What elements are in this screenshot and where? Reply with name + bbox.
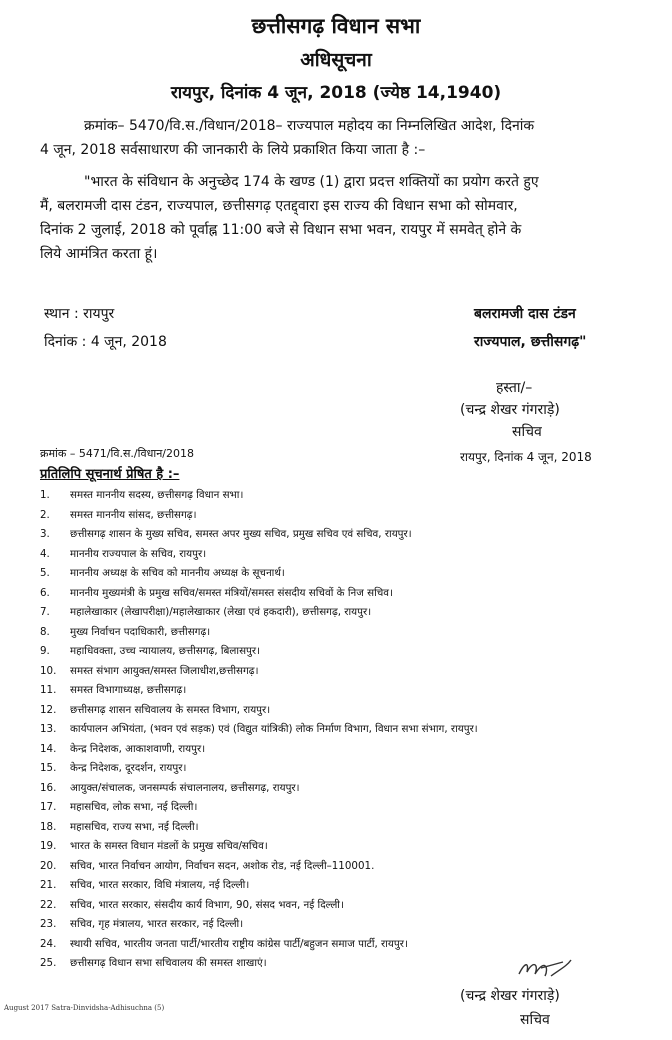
list-item xyxy=(40,623,640,643)
list-item-number: 3. xyxy=(40,528,50,540)
list-item xyxy=(40,642,640,662)
list-item xyxy=(40,837,640,857)
date-label: दिनांक : 4 जून, 2018 xyxy=(44,334,167,350)
list-item-number: 24. xyxy=(40,937,57,950)
final-secretary-name: (चन्द्र शेखर गंगराड़े) xyxy=(460,988,560,1004)
list-item-number: 12. xyxy=(40,703,57,716)
list-item-text: समस्त संभाग आयुक्त/समस्त जिलाधीश,छत्तीसगढ़। xyxy=(70,664,259,677)
copy-order-date: रायपुर, दिनांक 4 जून, 2018 xyxy=(460,450,592,464)
copy-heading: प्रतिलिपि सूचनार्थ प्रेषित है :– xyxy=(40,467,180,482)
list-item-text: सचिव, भारत निर्वाचन आयोग, निर्वाचन सदन, अशोक रोड, नई दिल्ली–110001. xyxy=(70,859,375,872)
list-item-number: 17. xyxy=(40,801,57,813)
list-item xyxy=(40,798,640,818)
list-item-number: 5. xyxy=(40,567,50,579)
list-item-number: 19. xyxy=(40,840,57,852)
list-item xyxy=(40,662,640,682)
list-item-text: केन्द्र निदेशक, दूरदर्शन, रायपुर। xyxy=(70,762,187,774)
list-item-number: 4. xyxy=(40,547,50,560)
footer-note: August 2017 Satra-Dinvidsha-Adhisuchna (5) xyxy=(4,1004,165,1012)
list-item xyxy=(40,876,640,896)
list-item-number: 16. xyxy=(40,781,57,794)
list-item-text: समस्त माननीय सदस्य, छत्तीसगढ़ विधान सभा। xyxy=(70,489,244,501)
list-item-text: माननीय अध्यक्ष के सचिव को माननीय अध्यक्ष के सूचनार्थ। xyxy=(70,567,285,579)
list-item-number: 2. xyxy=(40,508,50,521)
list-item-number: 14. xyxy=(40,742,57,755)
body-line-1: क्रमांक– 5470/वि.स./विधान/2018– राज्यपाल महोदय का निम्नलिखित आदेश, दिनांक xyxy=(84,118,535,134)
list-item-number: 1. xyxy=(40,489,50,501)
list-item-text: स्थायी सचिव, भारतीय जनता पार्टी/भारतीय राष्ट्रीय कांग्रेस पार्टी/बहुजन समाज पार्टी, रायपुर। xyxy=(70,937,408,950)
list-item-text: महालेखाकार (लेखापरीक्षा)/महालेखाकार (लेखा एवं हकदारी), छत्तीसगढ़, रायपुर। xyxy=(70,606,372,618)
list-item-number: 20. xyxy=(40,859,57,872)
list-item-number: 7. xyxy=(40,606,50,618)
list-item-text: महाधिवक्ता, उच्च न्यायालय, छत्तीसगढ़, बिलासपुर। xyxy=(70,645,260,657)
body-line-6: लिये आमंत्रित करता हूं। xyxy=(40,246,158,262)
list-item xyxy=(40,486,640,506)
list-item xyxy=(40,525,640,545)
list-item xyxy=(40,545,640,565)
body-line-4: मैं, बलरामजी दास टंडन, राज्यपाल, छत्तीसगढ़ एतद्द्वारा इस राज्य की विधान सभा को सोमवार, xyxy=(40,198,518,214)
list-item-number: 23. xyxy=(40,918,57,930)
notification-heading: अधिसूचना xyxy=(300,49,372,71)
copy-order-number: क्रमांक – 5471/वि.स./विधान/2018 xyxy=(40,447,195,460)
list-item-text: आयुक्त/संचालक, जनसम्पर्क संचालनालय, छत्तीसगढ़, रायपुर। xyxy=(70,781,300,794)
list-item-text: माननीय राज्यपाल के सचिव, रायपुर। xyxy=(70,547,207,560)
list-item-number: 25. xyxy=(40,957,57,969)
list-item-number: 13. xyxy=(40,723,57,735)
list-item xyxy=(40,935,640,955)
list-item-number: 11. xyxy=(40,684,57,696)
secretary-name: (चन्द्र शेखर गंगराड़े) xyxy=(460,402,560,418)
assembly-title: छत्तीसगढ़ विधान सभा xyxy=(251,14,421,38)
list-item xyxy=(40,740,640,760)
list-item-number: 18. xyxy=(40,820,57,833)
list-item-text: माननीय मुख्यमंत्री के प्रमुख सचिव/समस्त मंत्रियों/समस्त संसदीय सचिवों के निज सचिव। xyxy=(70,586,393,599)
place-label: स्थान : रायपुर xyxy=(44,306,115,322)
list-item-text: मुख्य निर्वाचन पदाधिकारी, छत्तीसगढ़। xyxy=(70,625,211,638)
list-item-number: 21. xyxy=(40,879,57,891)
list-item-text: सचिव, भारत सरकार, संसदीय कार्य विभाग, 90, संसद भवन, नई दिल्ली। xyxy=(70,898,344,911)
list-item-text: भारत के समस्त विधान मंडलों के प्रमुख सचिव/सचिव। xyxy=(70,840,268,852)
body-line-2: 4 जून, 2018 सर्वसाधारण की जानकारी के लिये प्रकाशित किया जाता है :– xyxy=(40,142,426,158)
secretary-title: सचिव xyxy=(512,424,542,440)
list-item xyxy=(40,857,640,877)
list-item-text: सचिव, गृह मंत्रालय, भारत सरकार, नई दिल्ली। xyxy=(70,918,244,930)
list-item-number: 8. xyxy=(40,625,50,638)
list-item-text: कार्यपालन अभियंता, (भवन एवं सड़क) एवं (विद्युत यांत्रिकी) लोक निर्माण विभाग, विधान सभा संभाग, रायपुर। xyxy=(70,723,478,735)
list-item-number: 10. xyxy=(40,664,57,677)
list-item xyxy=(40,603,640,623)
governor-name: बलरामजी दास टंडन xyxy=(474,306,576,322)
governor-title: राज्यपाल, छत्तीसगढ़" xyxy=(474,334,587,350)
list-item xyxy=(40,584,640,604)
list-item xyxy=(40,564,640,584)
list-item xyxy=(40,759,640,779)
recipient-list xyxy=(40,486,640,974)
list-item xyxy=(40,506,640,526)
place-date-heading: रायपुर, दिनांक 4 जून, 2018 (ज्येष्ठ 14,1940) xyxy=(170,83,502,103)
final-secretary-title: सचिव xyxy=(520,1012,550,1028)
list-item-number: 9. xyxy=(40,645,50,657)
list-item-text: छत्तीसगढ़ शासन के मुख्य सचिव, समस्त अपर मुख्य सचिव, प्रमुख सचिव एवं सचिव, रायपुर। xyxy=(70,528,412,540)
signature-mark xyxy=(515,956,575,982)
list-item xyxy=(40,720,640,740)
list-item xyxy=(40,896,640,916)
signed-mark: हस्ता/– xyxy=(496,380,533,396)
list-item-text: समस्त विभागाध्यक्ष, छत्तीसगढ़। xyxy=(70,684,187,696)
list-item-number: 22. xyxy=(40,898,57,911)
list-item-number: 15. xyxy=(40,762,57,774)
list-item-text: समस्त माननीय सांसद, छत्तीसगढ़। xyxy=(70,508,197,521)
list-item-number: 6. xyxy=(40,586,50,599)
list-item xyxy=(40,915,640,935)
list-item-text: केन्द्र निदेशक, आकाशवाणी, रायपुर। xyxy=(70,742,206,755)
list-item-text: महासचिव, राज्य सभा, नई दिल्ली। xyxy=(70,820,199,833)
list-item xyxy=(40,681,640,701)
list-item-text: छत्तीसगढ़ शासन सचिवालय के समस्त विभाग, रायपुर। xyxy=(70,703,271,716)
list-item xyxy=(40,818,640,838)
list-item-text: छत्तीसगढ़ विधान सभा सचिवालय की समस्त शाखाएं। xyxy=(70,957,267,969)
list-item xyxy=(40,701,640,721)
body-line-5: दिनांक 2 जुलाई, 2018 को पूर्वाह्न 11:00 बजे से विधान सभा भवन, रायपुर में समवेत् होने के xyxy=(40,222,522,238)
list-item xyxy=(40,779,640,799)
list-item-text: सचिव, भारत सरकार, विधि मंत्रालय, नई दिल्ली। xyxy=(70,879,250,891)
body-line-3: "भारत के संविधान के अनुच्छेद 174 के खण्ड (1) द्वारा प्रदत्त शक्तियों का प्रयोग करते हुए xyxy=(84,174,539,190)
list-item-text: महासचिव, लोक सभा, नई दिल्ली। xyxy=(70,801,198,813)
